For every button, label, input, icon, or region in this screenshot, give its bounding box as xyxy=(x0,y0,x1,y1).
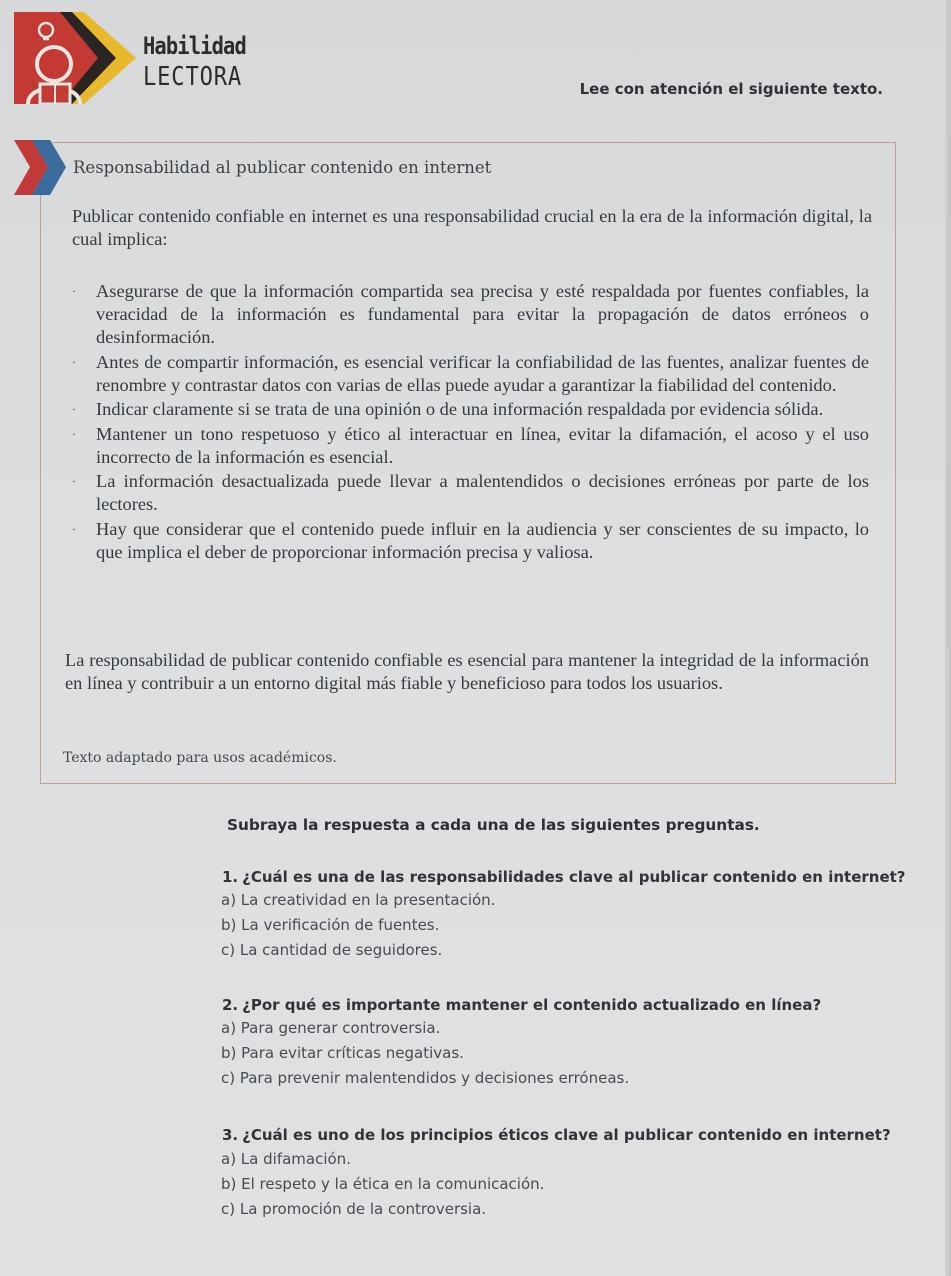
question-text: ¿Por qué es importante mantener el contenido actualizado en línea? xyxy=(242,996,822,1014)
list-item xyxy=(72,351,869,397)
question-number: 3. xyxy=(222,1126,239,1144)
question-2-option-a[interactable]: a) Para generar controversia. xyxy=(221,1019,441,1037)
question-number: 2. xyxy=(222,996,239,1014)
brand-line-2: LECTORA xyxy=(143,62,243,92)
reading-closing: La responsabilidad de publicar contenido confiable es esencial para mantener la integridad de la información en línea y contribuir a un entorno digital más fiable y beneficioso para todos los usuarios. xyxy=(65,650,869,693)
bullet-list xyxy=(72,280,869,565)
bullet-icon: · xyxy=(72,402,76,416)
question-1 xyxy=(222,868,906,886)
question-1-option-b[interactable]: b) La verificación de fuentes. xyxy=(221,916,440,934)
list-item-text: Asegurarse de que la información compartida sea precisa y esté respaldada por fuentes confiables, la veracidad de la información es fundamental para evitar la propagación de datos erróneos o desinformación. xyxy=(96,281,869,347)
list-item xyxy=(72,423,869,469)
question-3 xyxy=(222,1126,891,1144)
double-chevron-icon xyxy=(14,140,66,195)
list-item-text: Hay que considerar que el contenido puede influir en la audiencia y ser conscientes de su impacto, lo que implica el deber de proporcionar información precisa y valiosa. xyxy=(96,518,869,562)
list-item-text: Mantener un tono respetuoso y ético al interactuar en línea, evitar la difamación, el acoso y el uso incorrecto de la información es esencial. xyxy=(96,423,869,467)
bullet-icon: · xyxy=(72,354,76,369)
list-item xyxy=(72,518,869,564)
brand-title xyxy=(143,34,264,90)
question-3-option-a[interactable]: a) La difamación. xyxy=(221,1150,351,1168)
list-item-text: La información desactualizada puede llevar a malentendidos o decisiones erróneas por parte de los lectores. xyxy=(96,471,869,514)
bullet-icon: · xyxy=(72,426,76,441)
question-2 xyxy=(222,996,821,1014)
question-3-option-c[interactable]: c) La promoción de la controversia. xyxy=(221,1200,487,1218)
list-item xyxy=(72,470,869,516)
reading-intro: Publicar contenido confiable en internet es una responsabilidad crucial en la era de la información digital, la cual implica: xyxy=(72,206,872,249)
reading-instruction: Lee con atención el siguiente texto. xyxy=(579,80,883,98)
reader-lightbulb-logo-icon xyxy=(14,12,136,104)
question-1-option-a[interactable]: a) La creatividad en la presentación. xyxy=(221,891,496,909)
question-text: ¿Cuál es uno de los principios éticos clave al publicar contenido en internet? xyxy=(242,1126,891,1144)
question-text: ¿Cuál es una de las responsabilidades clave al publicar contenido en internet? xyxy=(242,868,906,886)
list-item xyxy=(72,280,869,349)
brand-line-1: Habilidad xyxy=(143,32,246,60)
exercise-instruction: Subraya la respuesta a cada una de las siguientes preguntas. xyxy=(227,816,760,834)
question-1-option-c[interactable]: c) La cantidad de seguidores. xyxy=(221,941,443,959)
question-number: 1. xyxy=(222,868,239,886)
reading-source: Texto adaptado para usos académicos. xyxy=(63,750,337,766)
bullet-icon: · xyxy=(72,474,76,488)
question-2-option-b[interactable]: b) Para evitar críticas negativas. xyxy=(221,1044,464,1062)
list-item-text: Indicar claramente si se trata de una opinión o de una información respaldada por evidencia sólida. xyxy=(96,399,824,419)
reading-title: Responsabilidad al publicar contenido en internet xyxy=(73,158,492,177)
bullet-icon: · xyxy=(72,521,76,536)
page-edge-shadow xyxy=(945,0,951,1276)
list-item-text: Antes de compartir información, es esencial verificar la confiabilidad de las fuentes, analizar fuentes de renombre y contrastar datos con varias de ellas puede ayudar a garantizar la fiabilidad del contenido. xyxy=(96,351,869,395)
bullet-icon: · xyxy=(72,284,76,298)
list-item xyxy=(72,398,869,421)
question-2-option-c[interactable]: c) Para prevenir malentendidos y decisiones erróneas. xyxy=(221,1069,630,1087)
question-3-option-b[interactable]: b) El respeto y la ética en la comunicación. xyxy=(221,1175,545,1193)
